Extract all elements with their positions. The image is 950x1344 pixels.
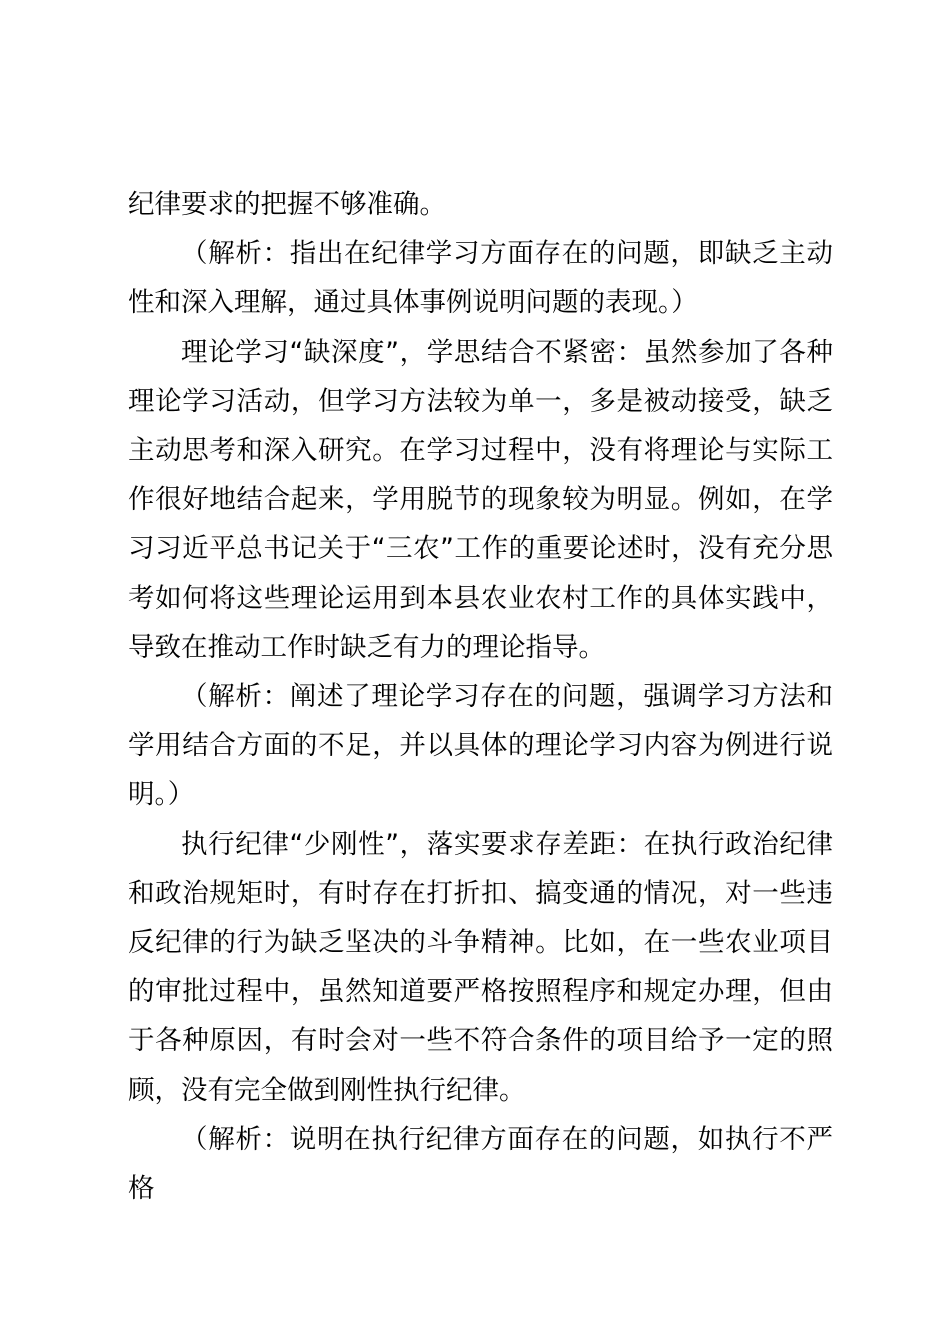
paragraph-theory-study: 理论学习“缺深度”，学思结合不紧密：虽然参加了各种理论学习活动，但学习方法较为单一，多是被动接受，缺乏主动思考和深入研究。在学习过程中，没有将理论与实际工作很好地结合起来，学用脱节的现象较为明显。例如，在学习习近平总书记关于“三农”工作的重要论述时，没有充分思考如何将这些理论运用到本县农业农村工作的具体实践中，导致在推动工作时缺乏有力的理论指导。 [128, 336, 833, 663]
paragraph-continuation: 纪律要求的把握不够准确。 [128, 189, 446, 220]
paragraph-discipline-enforcement: 执行纪律“少刚性”，落实要求存差距：在执行政治纪律和政治规矩时，有时存在打折扣、搞变通的情况，对一些违反纪律的行为缺乏坚决的斗争精神。比如，在一些农业项目的审批过程中，虽然知道要严格按照程序和规定办理，但由于各种原因，有时会对一些不符合条件的项目给予一定的照顾，没有完全做到刚性执行纪律。 [128, 828, 833, 1106]
paragraph-analysis-discipline-enforcement: （解析：说明在执行纪律方面存在的问题，如执行不严格 [128, 1123, 833, 1205]
paragraph-analysis-discipline-study: （解析：指出在纪律学习方面存在的问题，即缺乏主动性和深入理解，通过具体事例说明问题的表现。） [128, 238, 833, 319]
paragraph-analysis-theory-study: （解析：阐述了理论学习存在的问题，强调学习方法和学用结合方面的不足，并以具体的理论学习内容为例进行说明。） [128, 681, 833, 811]
document-body [128, 180, 833, 1213]
